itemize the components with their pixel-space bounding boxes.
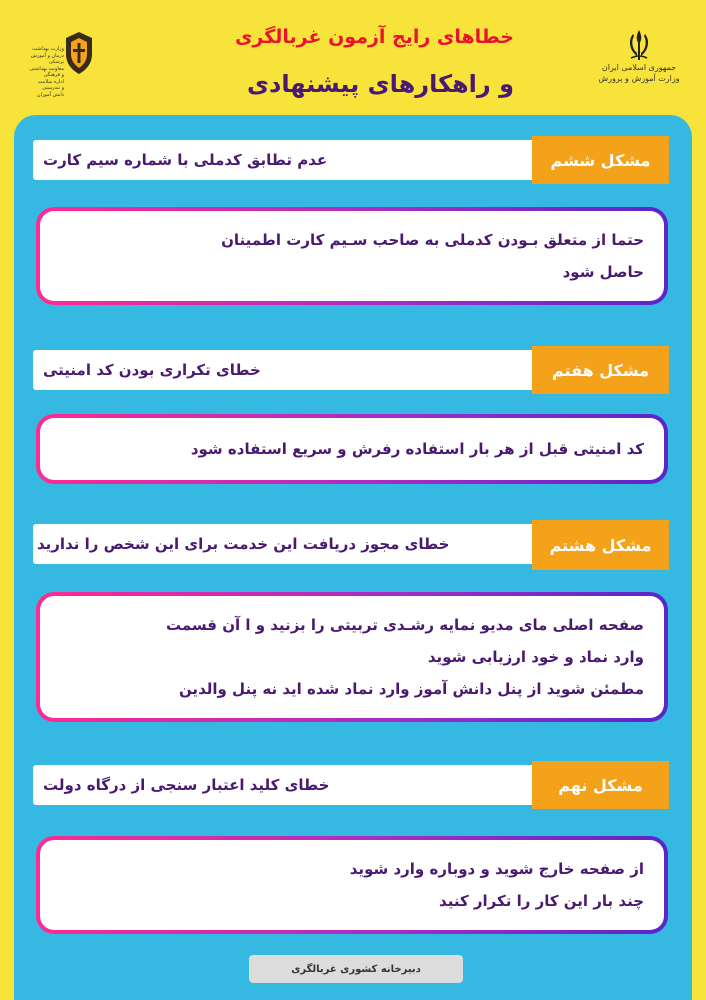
logo-right-line-1: جمهوری اسلامی ایران	[601, 63, 677, 72]
problem-title-8: خطای مجوز دریافت این خدمت برای این شخص را ندارید	[37, 535, 450, 553]
title-line-2: و راهکارهای پیشنهادی	[247, 70, 514, 98]
logo-left-line: پزشکی	[48, 59, 64, 65]
solution-box-7	[36, 414, 668, 484]
footer-credit: دبیرخانه کشوری غربالگری	[249, 955, 463, 983]
problem-title-9: خطای کلید اعتبار سنجی از درگاه دولت	[43, 776, 330, 794]
logo-left-line: دانش آموزان	[36, 91, 64, 98]
logo-left-line: معاونت بهداشتی	[29, 65, 64, 72]
solution-line: حاصل شود	[562, 263, 644, 281]
logo-left-line: درمان و آموزش	[30, 52, 64, 59]
solution-line: وارد نماد و خود ارزیابی شوید	[427, 648, 644, 666]
logo-left-line: وزارت بهداشت	[32, 46, 64, 52]
solution-line: مطمئن شوید از پنل دانش آموز وارد نماد شده اید نه پنل والدین	[178, 680, 644, 698]
solution-line: حتما از متعلق بـودن کدملی به صاحب سـیم کارت اطمینان	[221, 231, 644, 249]
problem-bar-9	[33, 765, 669, 805]
logo-left-line: اداره سلامت	[37, 78, 64, 85]
ministry-health-logo	[20, 28, 100, 106]
solution-box-8	[36, 592, 668, 722]
solution-box-6	[36, 207, 668, 305]
problem-title-6: عدم تطابق کدملی با شماره سیم کارت	[43, 151, 328, 169]
logo-left-line: و تندرستی	[42, 85, 64, 91]
logo-right-line-2: وزارت آموزش و پرورش	[598, 74, 680, 83]
ministry-education-logo	[594, 28, 684, 98]
title-line-1: خطاهای رایج آزمون غربالگری	[234, 26, 514, 48]
solution-line: چند بار این کار را تکرار کنید	[439, 892, 644, 910]
problem-bar-7	[33, 350, 669, 390]
solution-box-9	[36, 836, 668, 934]
iran-emblem-icon	[625, 28, 653, 62]
problem-title-7: خطای تکراری بودن کد امنیتی	[43, 361, 261, 379]
problem-label-7: مشکل هفتم	[532, 346, 669, 394]
problem-label-6: مشکل ششم	[532, 136, 669, 184]
header	[0, 0, 706, 115]
solution-line: از صفحه خارج شوید و دوباره وارد شوید	[349, 860, 644, 878]
logo-left-line: و فرهنگی	[43, 72, 64, 78]
problem-bar-6	[33, 140, 669, 180]
problem-label-9: مشکل نهم	[532, 761, 669, 809]
problem-bar-8	[33, 524, 669, 564]
ministry-emblem-icon	[62, 30, 96, 76]
solution-line: کد امنیتی قبل از هر بار استفاده رفرش و سریع استفاده شود	[190, 440, 644, 458]
solution-line: صفحه اصلی مای مدیو نمایه رشـدی تربیتی را بزنید و ا آن قسمت	[165, 616, 644, 634]
problem-label-8: مشکل هشتم	[532, 520, 669, 570]
logo-left-text	[20, 46, 64, 98]
